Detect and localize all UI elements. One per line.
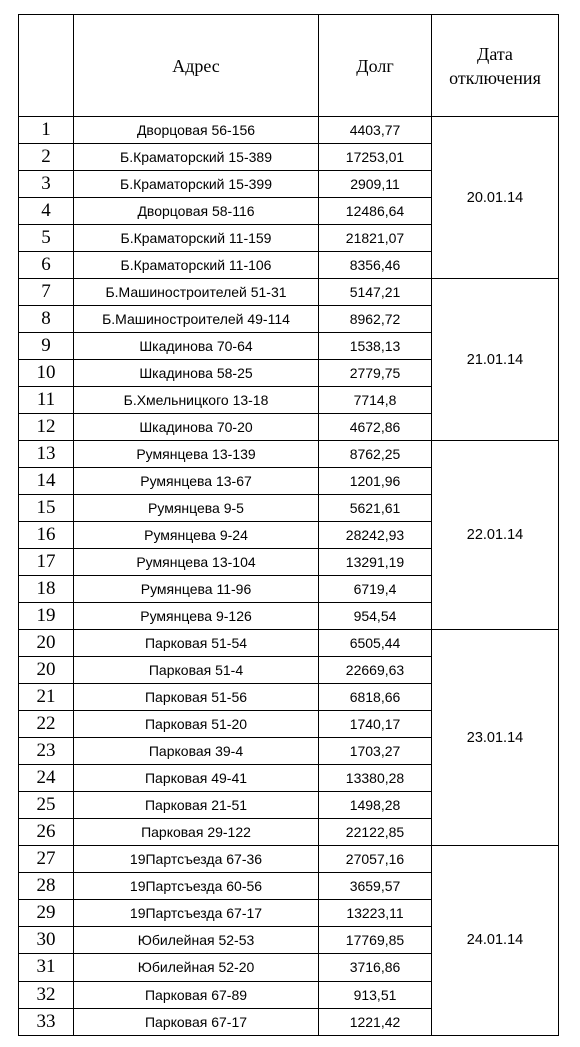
row-address: Румянцева 9-126 xyxy=(74,603,319,630)
table-row xyxy=(19,441,559,468)
disconnect-date: 23.01.14 xyxy=(432,630,559,846)
row-address: Румянцева 13-139 xyxy=(74,441,319,468)
row-address: Румянцева 9-24 xyxy=(74,522,319,549)
row-debt: 1221,42 xyxy=(319,1008,432,1035)
row-number: 19 xyxy=(19,603,74,630)
row-address: Б.Краматорский 11-159 xyxy=(74,225,319,252)
row-address: Дворцовая 56-156 xyxy=(74,117,319,144)
disconnect-date: 22.01.14 xyxy=(432,441,559,630)
row-address: Б.Краматорский 15-389 xyxy=(74,144,319,171)
row-address: Б.Краматорский 15-399 xyxy=(74,171,319,198)
row-debt: 13380,28 xyxy=(319,765,432,792)
row-address: Парковая 21-51 xyxy=(74,792,319,819)
row-number: 5 xyxy=(19,225,74,252)
row-address: Румянцева 13-104 xyxy=(74,549,319,576)
row-address: Юбилейная 52-20 xyxy=(74,954,319,981)
row-number: 17 xyxy=(19,549,74,576)
row-number: 20 xyxy=(19,630,74,657)
row-number: 33 xyxy=(19,1008,74,1035)
row-debt: 1538,13 xyxy=(319,333,432,360)
row-address: Шкадинова 70-20 xyxy=(74,414,319,441)
row-address: Парковая 51-56 xyxy=(74,684,319,711)
row-address: Парковая 51-54 xyxy=(74,630,319,657)
row-number: 27 xyxy=(19,846,74,873)
table-body xyxy=(19,117,559,1036)
row-address: Парковая 51-20 xyxy=(74,711,319,738)
row-debt: 6818,66 xyxy=(319,684,432,711)
row-debt: 4403,77 xyxy=(319,117,432,144)
row-debt: 8962,72 xyxy=(319,306,432,333)
row-debt: 6505,44 xyxy=(319,630,432,657)
disconnect-date: 20.01.14 xyxy=(432,117,559,279)
table-row xyxy=(19,630,559,657)
row-debt: 3716,86 xyxy=(319,954,432,981)
table-row xyxy=(19,846,559,873)
row-address: Парковая 49-41 xyxy=(74,765,319,792)
row-number: 20 xyxy=(19,657,74,684)
row-debt: 13291,19 xyxy=(319,549,432,576)
row-number: 22 xyxy=(19,711,74,738)
row-number: 24 xyxy=(19,765,74,792)
row-address: Румянцева 13-67 xyxy=(74,468,319,495)
header-disconnect-date xyxy=(432,15,559,117)
row-number: 16 xyxy=(19,522,74,549)
header-date-line1: Дата xyxy=(477,43,513,64)
row-address: Б.Хмельницкого 13-18 xyxy=(74,387,319,414)
row-number: 13 xyxy=(19,441,74,468)
row-debt: 2909,11 xyxy=(319,171,432,198)
row-address: Парковая 29-122 xyxy=(74,819,319,846)
row-debt: 22669,63 xyxy=(319,657,432,684)
row-debt: 2779,75 xyxy=(319,360,432,387)
table-row xyxy=(19,117,559,144)
header-number xyxy=(19,15,74,117)
row-number: 2 xyxy=(19,144,74,171)
row-address: Юбилейная 52-53 xyxy=(74,927,319,954)
row-number: 14 xyxy=(19,468,74,495)
row-number: 31 xyxy=(19,954,74,981)
row-debt: 1201,96 xyxy=(319,468,432,495)
row-debt: 17253,01 xyxy=(319,144,432,171)
row-debt: 5147,21 xyxy=(319,279,432,306)
disconnect-date: 24.01.14 xyxy=(432,846,559,1035)
row-debt: 13223,11 xyxy=(319,900,432,927)
row-number: 18 xyxy=(19,576,74,603)
row-number: 10 xyxy=(19,360,74,387)
row-address: Шкадинова 58-25 xyxy=(74,360,319,387)
row-address: Б.Машиностроителей 51-31 xyxy=(74,279,319,306)
table-header xyxy=(19,15,559,117)
row-number: 9 xyxy=(19,333,74,360)
row-number: 1 xyxy=(19,117,74,144)
row-debt: 8356,46 xyxy=(319,252,432,279)
row-debt: 21821,07 xyxy=(319,225,432,252)
row-address: 19Партсъезда 67-17 xyxy=(74,900,319,927)
row-debt: 22122,85 xyxy=(319,819,432,846)
row-debt: 6719,4 xyxy=(319,576,432,603)
row-number: 6 xyxy=(19,252,74,279)
row-address: Парковая 51-4 xyxy=(74,657,319,684)
row-number: 8 xyxy=(19,306,74,333)
row-debt: 17769,85 xyxy=(319,927,432,954)
row-debt: 12486,64 xyxy=(319,198,432,225)
row-address: Румянцева 11-96 xyxy=(74,576,319,603)
row-address: Парковая 67-17 xyxy=(74,1008,319,1035)
row-address: 19Партсъезда 60-56 xyxy=(74,873,319,900)
row-address: Румянцева 9-5 xyxy=(74,495,319,522)
row-debt: 913,51 xyxy=(319,981,432,1008)
row-number: 30 xyxy=(19,927,74,954)
row-number: 26 xyxy=(19,819,74,846)
row-address: Б.Машиностроителей 49-114 xyxy=(74,306,319,333)
row-address: Парковая 67-89 xyxy=(74,981,319,1008)
row-address: Шкадинова 70-64 xyxy=(74,333,319,360)
row-debt: 27057,16 xyxy=(319,846,432,873)
row-address: Б.Краматорский 11-106 xyxy=(74,252,319,279)
row-number: 3 xyxy=(19,171,74,198)
header-debt: Долг xyxy=(319,15,432,117)
row-address: 19Партсъезда 67-36 xyxy=(74,846,319,873)
row-number: 7 xyxy=(19,279,74,306)
row-number: 28 xyxy=(19,873,74,900)
row-debt: 1498,28 xyxy=(319,792,432,819)
row-debt: 1703,27 xyxy=(319,738,432,765)
row-debt: 4672,86 xyxy=(319,414,432,441)
row-number: 15 xyxy=(19,495,74,522)
header-row xyxy=(19,15,559,117)
row-address: Парковая 39-4 xyxy=(74,738,319,765)
row-debt: 8762,25 xyxy=(319,441,432,468)
row-debt: 7714,8 xyxy=(319,387,432,414)
row-number: 21 xyxy=(19,684,74,711)
row-debt: 5621,61 xyxy=(319,495,432,522)
row-debt: 954,54 xyxy=(319,603,432,630)
header-address: Адрес xyxy=(74,15,319,117)
row-number: 23 xyxy=(19,738,74,765)
debt-table xyxy=(18,14,559,1036)
row-number: 4 xyxy=(19,198,74,225)
row-debt: 3659,57 xyxy=(319,873,432,900)
disconnect-date: 21.01.14 xyxy=(432,279,559,441)
row-number: 12 xyxy=(19,414,74,441)
row-debt: 1740,17 xyxy=(319,711,432,738)
row-number: 32 xyxy=(19,981,74,1008)
table-row xyxy=(19,279,559,306)
row-address: Дворцовая 58-116 xyxy=(74,198,319,225)
row-number: 11 xyxy=(19,387,74,414)
row-debt: 28242,93 xyxy=(319,522,432,549)
header-date-line2: отключения xyxy=(449,67,541,88)
row-number: 29 xyxy=(19,900,74,927)
row-number: 25 xyxy=(19,792,74,819)
